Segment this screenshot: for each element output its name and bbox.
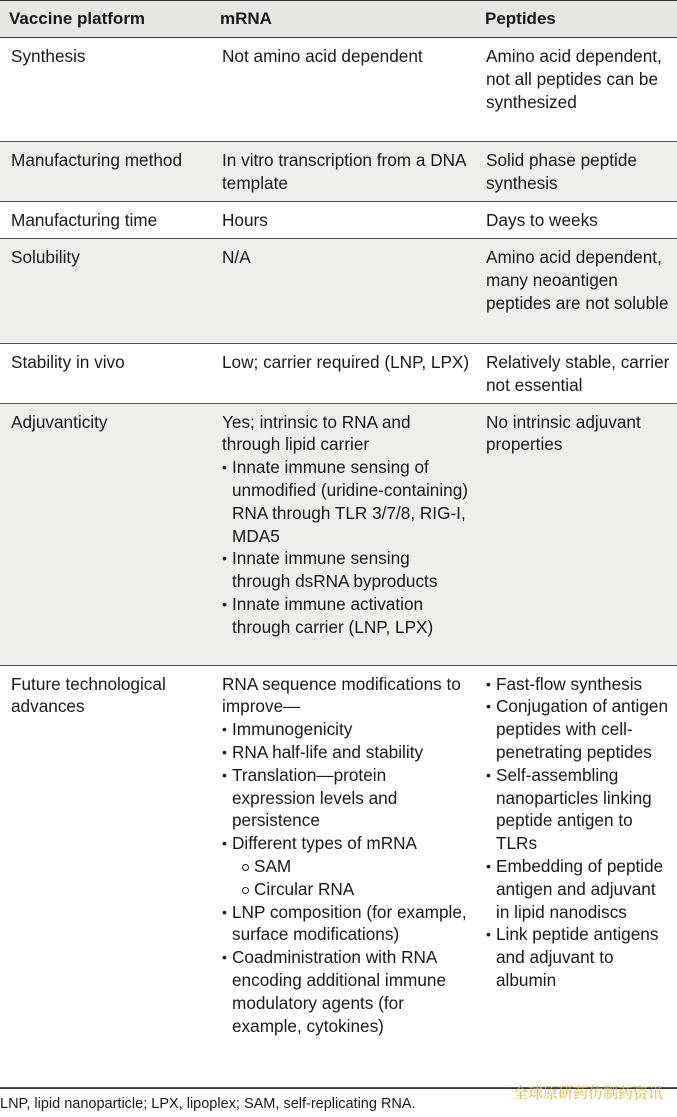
header-row	[0, 1, 677, 38]
row-label: Synthesis	[0, 38, 211, 142]
list-item: • Translation—protein expression levels and persistence	[222, 764, 470, 832]
list-item: • Innate immune sensing of unmodified (uridine-containing) RNA through TLR 3/7/8, RIG-I, MDA5	[222, 456, 470, 547]
table-row	[0, 38, 677, 142]
peptides-bullet-list	[486, 673, 673, 992]
list-item: • Innate immune activation through carrier (LNP, LPX)	[222, 593, 470, 639]
mrna-bullet-list	[222, 718, 470, 1037]
list-item: • LNP composition (for example, surface modifications)	[222, 901, 470, 947]
peptides-cell: No intrinsic adjuvant properties	[476, 403, 677, 665]
list-item: • Immunogenicity	[222, 718, 470, 741]
list-item: • RNA half-life and stability	[222, 741, 470, 764]
peptides-cell	[476, 665, 677, 1087]
table-row	[0, 202, 677, 239]
mrna-cell	[211, 403, 476, 665]
list-item: • Different types of mRNA	[222, 832, 470, 855]
row-label: Manufacturing method	[0, 142, 211, 202]
mrna-intro: Yes; intrinsic to RNA and through lipid carrier	[222, 411, 411, 455]
row-label: Solubility	[0, 239, 211, 344]
mrna-cell: N/A	[211, 239, 476, 344]
mrna-cell: Not amino acid dependent	[211, 38, 476, 142]
list-item: • Conjugation of antigen peptides with cell-penetrating peptides	[486, 695, 673, 763]
row-label: Adjuvanticity	[0, 403, 211, 665]
row-label: Future technological advances	[0, 665, 211, 1087]
watermark: 全球原研药仿制药资讯	[512, 1085, 663, 1102]
row-label: Manufacturing time	[0, 202, 211, 239]
mrna-intro: RNA sequence modifications to improve—	[222, 673, 461, 717]
mrna-bullet-list	[222, 456, 470, 638]
table-row	[0, 142, 677, 202]
table-row	[0, 665, 677, 1087]
list-item: • Fast-flow synthesis	[486, 673, 673, 696]
header-peptides: Peptides	[476, 1, 677, 38]
list-item: • Innate immune sensing through dsRNA byproducts	[222, 547, 470, 593]
peptides-cell: Days to weeks	[476, 202, 677, 239]
table-row	[0, 344, 677, 404]
mrna-cell: In vitro transcription from a DNA template	[211, 142, 476, 202]
mrna-cell: Hours	[211, 202, 476, 239]
peptides-cell: Solid phase peptide synthesis	[476, 142, 677, 202]
sub-list-item: SAM	[222, 855, 470, 878]
peptides-cell: Amino acid dependent, many neoantigen peptides are not soluble	[476, 239, 677, 344]
table-row	[0, 239, 677, 344]
sub-list-item: Circular RNA	[222, 878, 470, 901]
row-label: Stability in vivo	[0, 344, 211, 404]
list-item: • Embedding of peptide antigen and adjuvant in lipid nanodiscs	[486, 855, 673, 923]
list-item: • Link peptide antigens and adjuvant to albumin	[486, 923, 673, 991]
list-item: • Self-assembling nanoparticles linking peptide antigen to TLRs	[486, 764, 673, 855]
table-footnote: LNP, lipid nanoparticle; LPX, lipoplex; SAM, self-replicating RNA.	[0, 1096, 416, 1112]
mrna-cell	[211, 665, 476, 1087]
header-mrna: mRNA	[211, 1, 476, 38]
table-row	[0, 403, 677, 665]
peptides-cell: Relatively stable, carrier not essential	[476, 344, 677, 404]
peptides-cell: Amino acid dependent, not all peptides can be synthesized	[476, 38, 677, 142]
header-vaccine-platform: Vaccine platform	[0, 1, 211, 38]
list-item: • Coadministration with RNA encoding additional immune modulatory agents (for example, cytokines)	[222, 946, 470, 1037]
mrna-cell: Low; carrier required (LNP, LPX)	[211, 344, 476, 404]
